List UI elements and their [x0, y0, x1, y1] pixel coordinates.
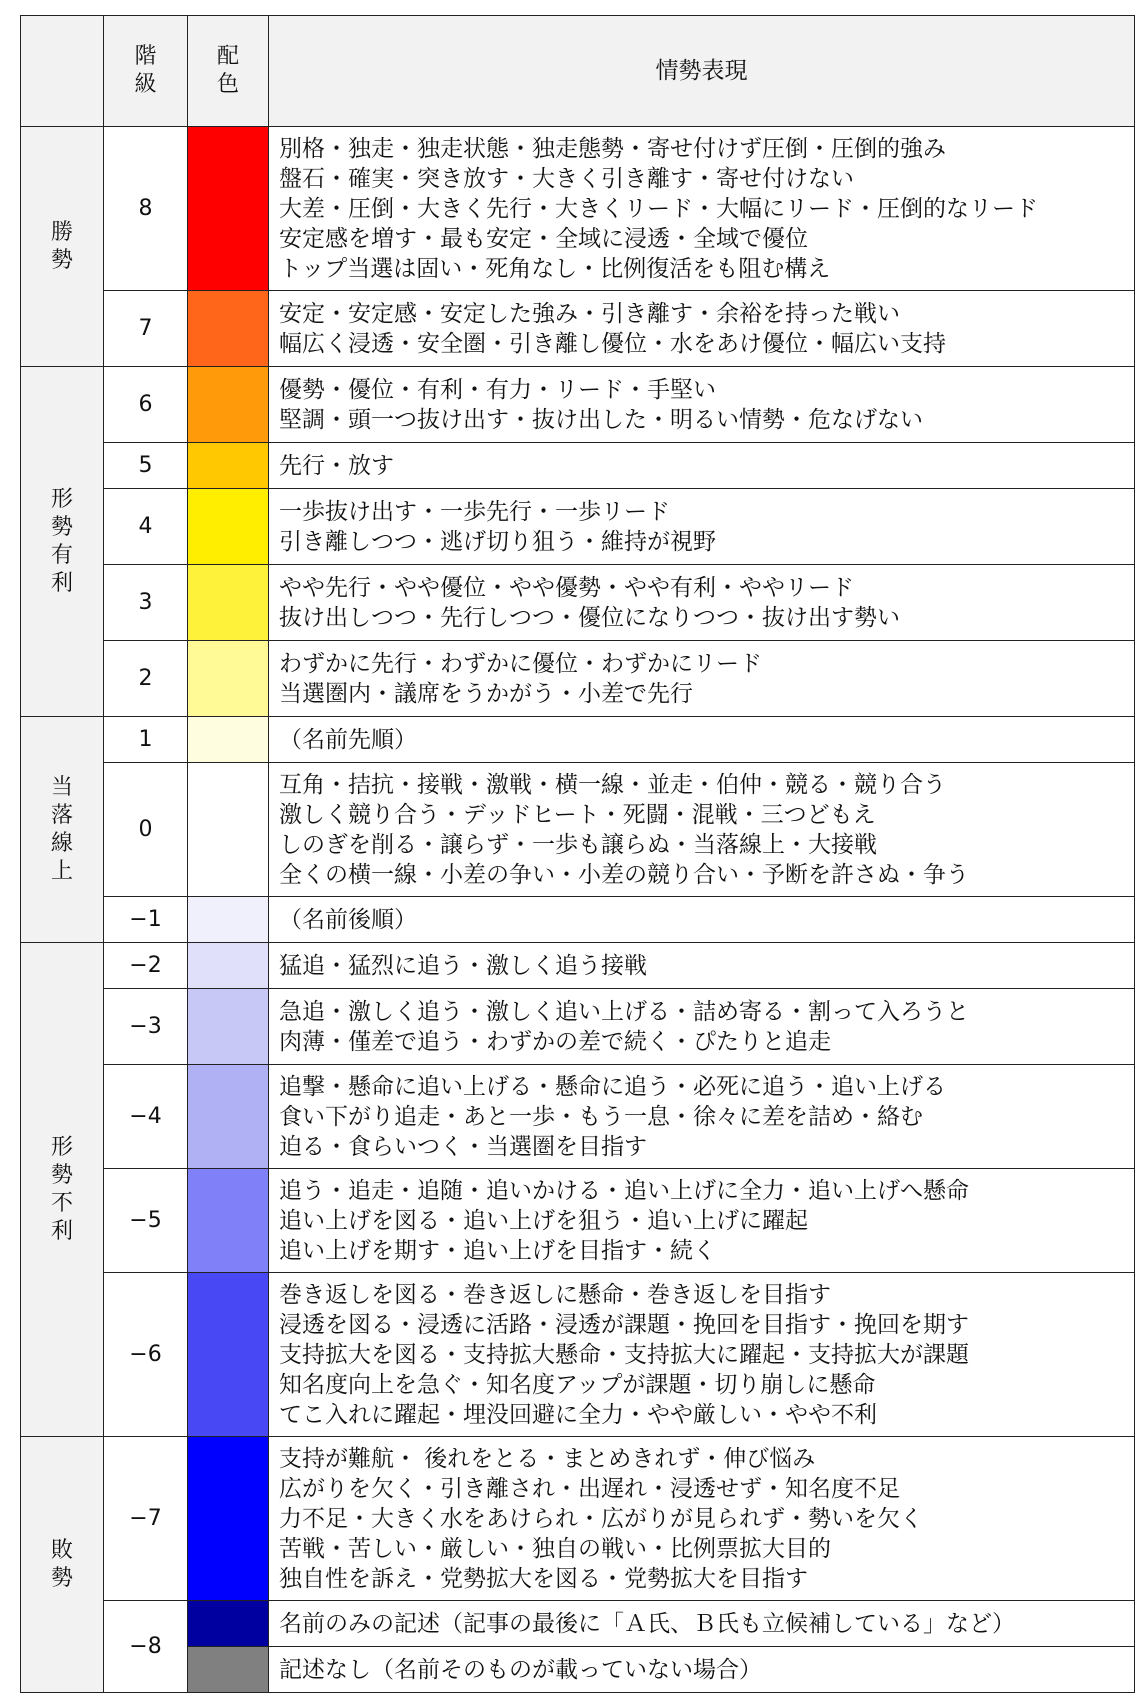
- color-swatch: [188, 717, 269, 763]
- expression-cell: [269, 565, 1135, 641]
- table-row: [21, 763, 1135, 897]
- table-row: [21, 717, 1135, 763]
- expression-line: てこ入れに躍起・埋没回避に全力・やや厳しい・やや不利: [279, 1401, 877, 1428]
- expression-line: 安定感を増す・最も安定・全域に浸透・全域で優位: [279, 225, 808, 252]
- expression-line: 猛追・猛烈に追う・激しく追う接戦: [279, 952, 647, 979]
- expression-line: 苦戦・苦しい・厳しい・独自の戦い・比例票拡大目的: [279, 1535, 831, 1562]
- expression-line: やや先行・やや優位・やや優勢・やや有利・ややリード: [279, 574, 854, 601]
- expression-cell: [269, 489, 1135, 565]
- color-swatch: [188, 1647, 269, 1693]
- expression-line: 支持拡大を図る・支持拡大懸命・支持拡大に躍起・支持拡大が課題: [279, 1341, 969, 1368]
- header-level-cell: [104, 16, 188, 127]
- level-cell: 3: [104, 565, 188, 641]
- expression-cell: [269, 1647, 1135, 1693]
- expression-cell: [269, 989, 1135, 1065]
- expression-cell: [269, 291, 1135, 367]
- header-row: [21, 16, 1135, 127]
- level-cell: −4: [104, 1065, 188, 1169]
- level-cell: 8: [104, 127, 188, 291]
- table-row: [21, 127, 1135, 291]
- expression-line: 激しく競り合う・デッドヒート・死闘・混戦・三つどもえ: [279, 801, 876, 828]
- table-row: [21, 943, 1135, 989]
- expression-line: （名前先順）: [279, 726, 417, 753]
- expression-cell: [269, 641, 1135, 717]
- expression-line: 安定・安定感・安定した強み・引き離す・余裕を持った戦い: [279, 300, 900, 327]
- level-cell: −8: [104, 1601, 188, 1693]
- level-cell: 2: [104, 641, 188, 717]
- color-swatch: [188, 291, 269, 367]
- table-row: [21, 1647, 1135, 1693]
- table-row: [21, 1601, 1135, 1647]
- expression-cell: [269, 897, 1135, 943]
- expression-line: （名前後順）: [279, 906, 417, 933]
- expression-line: 互角・拮抗・接戦・激戦・横一線・並走・伯仲・競る・競り合う: [279, 771, 946, 798]
- expression-line: 迫る・食らいつく・当選圏を目指す: [279, 1133, 647, 1160]
- expression-cell: [269, 127, 1135, 291]
- expression-cell: [269, 367, 1135, 443]
- color-swatch: [188, 443, 269, 489]
- expression-line: 盤石・確実・突き放す・大きく引き離す・寄せ付けない: [279, 165, 854, 192]
- color-swatch: [188, 763, 269, 897]
- expression-cell: [269, 763, 1135, 897]
- expression-line: 別格・独走・独走状態・独走態勢・寄せ付けず圧倒・圧倒的強み: [279, 135, 946, 162]
- level-cell: 5: [104, 443, 188, 489]
- expression-line: 引き離しつつ・逃げ切り狙う・維持が視野: [279, 528, 716, 555]
- table-row: [21, 1437, 1135, 1601]
- header-expression-label: 情勢表現: [655, 58, 748, 84]
- table-row: [21, 291, 1135, 367]
- color-swatch: [188, 1437, 269, 1601]
- level-cell: 1: [104, 717, 188, 763]
- expression-line: トップ当選は固い・死角なし・比例復活をも阻む構え: [279, 255, 831, 282]
- header-category-cell: [21, 16, 104, 127]
- table-row: [21, 989, 1135, 1065]
- expression-line: 広がりを欠く・引き離され・出遅れ・浸透せず・知名度不足: [279, 1475, 900, 1502]
- category-label: 形勢不利: [50, 1134, 73, 1244]
- expression-cell: [269, 1169, 1135, 1273]
- color-swatch: [188, 897, 269, 943]
- level-cell: 7: [104, 291, 188, 367]
- category-cell: [21, 127, 104, 367]
- expression-line: 追い上げを期す・追い上げを目指す・続く: [279, 1237, 716, 1264]
- table-row: [21, 897, 1135, 943]
- expression-line: 抜け出しつつ・先行しつつ・優位になりつつ・抜け出す勢い: [279, 604, 900, 631]
- color-swatch: [188, 1601, 269, 1647]
- category-label: 敗勢: [50, 1537, 73, 1591]
- expression-line: 全くの横一線・小差の争い・小差の競り合い・予断を許さぬ・争う: [279, 861, 969, 888]
- expression-cell: [269, 1065, 1135, 1169]
- expression-line: 食い下がり追走・あと一歩・もう一息・徐々に差を詰め・絡む: [279, 1103, 923, 1130]
- header-expression-cell: [269, 16, 1135, 127]
- level-cell: 6: [104, 367, 188, 443]
- level-cell: 4: [104, 489, 188, 565]
- expression-line: 堅調・頭一つ抜け出す・抜け出した・明るい情勢・危なげない: [279, 406, 923, 433]
- expression-line: 浸透を図る・浸透に活路・浸透が課題・挽回を目指す・挽回を期す: [279, 1311, 969, 1338]
- level-cell: −1: [104, 897, 188, 943]
- color-swatch: [188, 989, 269, 1065]
- expression-cell: [269, 1601, 1135, 1647]
- category-label: 形勢有利: [50, 486, 73, 596]
- expression-line: 追う・追走・追随・追いかける・追い上げに全力・追い上げへ懸命: [279, 1177, 969, 1204]
- color-swatch: [188, 641, 269, 717]
- table-wrapper: [20, 15, 1135, 1693]
- category-label: 勝勢: [50, 219, 73, 273]
- table-row: [21, 1273, 1135, 1437]
- header-color-cell: [188, 16, 269, 127]
- expression-line: 支持が難航・ 後れをとる・まとめきれず・伸び悩み: [279, 1445, 816, 1472]
- expression-line: 知名度向上を急ぐ・知名度アップが課題・切り崩しに懸命: [279, 1371, 876, 1398]
- expression-line: わずかに先行・わずかに優位・わずかにリード: [279, 650, 762, 677]
- expression-cell: [269, 943, 1135, 989]
- expression-line: 巻き返しを図る・巻き返しに懸命・巻き返しを目指す: [279, 1281, 831, 1308]
- expression-cell: [269, 717, 1135, 763]
- color-swatch: [188, 367, 269, 443]
- table-row: [21, 1169, 1135, 1273]
- situation-expression-table: [20, 15, 1135, 1693]
- table-row: [21, 443, 1135, 489]
- header-color-label: 配色: [216, 44, 239, 97]
- category-cell: [21, 717, 104, 943]
- table-row: [21, 1065, 1135, 1169]
- expression-line: しのぎを削る・譲らず・一歩も譲らぬ・当落線上・大接戦: [279, 831, 877, 858]
- expression-line: 名前のみの記述（記事の最後に「Ａ氏、Ｂ氏も立候補している」など）: [279, 1610, 1015, 1637]
- expression-line: 優勢・優位・有利・有力・リード・手堅い: [279, 376, 716, 403]
- table-row: [21, 489, 1135, 565]
- color-swatch: [188, 1273, 269, 1437]
- color-swatch: [188, 943, 269, 989]
- level-cell: −6: [104, 1273, 188, 1437]
- level-cell: −5: [104, 1169, 188, 1273]
- level-cell: −2: [104, 943, 188, 989]
- category-label: 当落線上: [50, 774, 73, 884]
- expression-line: 一歩抜け出す・一歩先行・一歩リード: [279, 498, 670, 525]
- expression-cell: [269, 1273, 1135, 1437]
- expression-cell: [269, 1437, 1135, 1601]
- expression-line: 幅広く浸透・安全圏・引き離し優位・水をあけ優位・幅広い支持: [279, 330, 946, 357]
- expression-line: 追撃・懸命に追い上げる・懸命に追う・必死に追う・追い上げる: [279, 1073, 946, 1100]
- category-cell: [21, 943, 104, 1437]
- color-swatch: [188, 489, 269, 565]
- level-cell: −3: [104, 989, 188, 1065]
- expression-line: 肉薄・僅差で追う・わずかの差で続く・ぴたりと追走: [279, 1028, 831, 1055]
- color-swatch: [188, 565, 269, 641]
- category-cell: [21, 367, 104, 717]
- level-cell: −7: [104, 1437, 188, 1601]
- color-swatch: [188, 1065, 269, 1169]
- level-cell: 0: [104, 763, 188, 897]
- color-swatch: [188, 127, 269, 291]
- expression-line: 記述なし（名前そのものが載っていない場合）: [279, 1656, 762, 1683]
- table-row: [21, 367, 1135, 443]
- expression-line: 大差・圧倒・大きく先行・大きくリード・大幅にリード・圧倒的なリード: [279, 195, 1038, 222]
- color-swatch: [188, 1169, 269, 1273]
- expression-line: 追い上げを図る・追い上げを狙う・追い上げに躍起: [279, 1207, 808, 1234]
- expression-cell: [269, 443, 1135, 489]
- expression-line: 急追・激しく追う・激しく追い上げる・詰め寄る・割って入ろうと: [279, 998, 969, 1025]
- expression-line: 当選圏内・議席をうかがう・小差で先行: [279, 680, 693, 707]
- expression-line: 先行・放す: [279, 452, 394, 479]
- header-level-label: 階級: [134, 44, 157, 97]
- table-row: [21, 565, 1135, 641]
- expression-line: 力不足・大きく水をあけられ・広がりが見られず・勢いを欠く: [279, 1505, 923, 1532]
- category-cell: [21, 1437, 104, 1693]
- expression-line: 独自性を訴え・党勢拡大を図る・党勢拡大を目指す: [279, 1565, 808, 1592]
- table-row: [21, 641, 1135, 717]
